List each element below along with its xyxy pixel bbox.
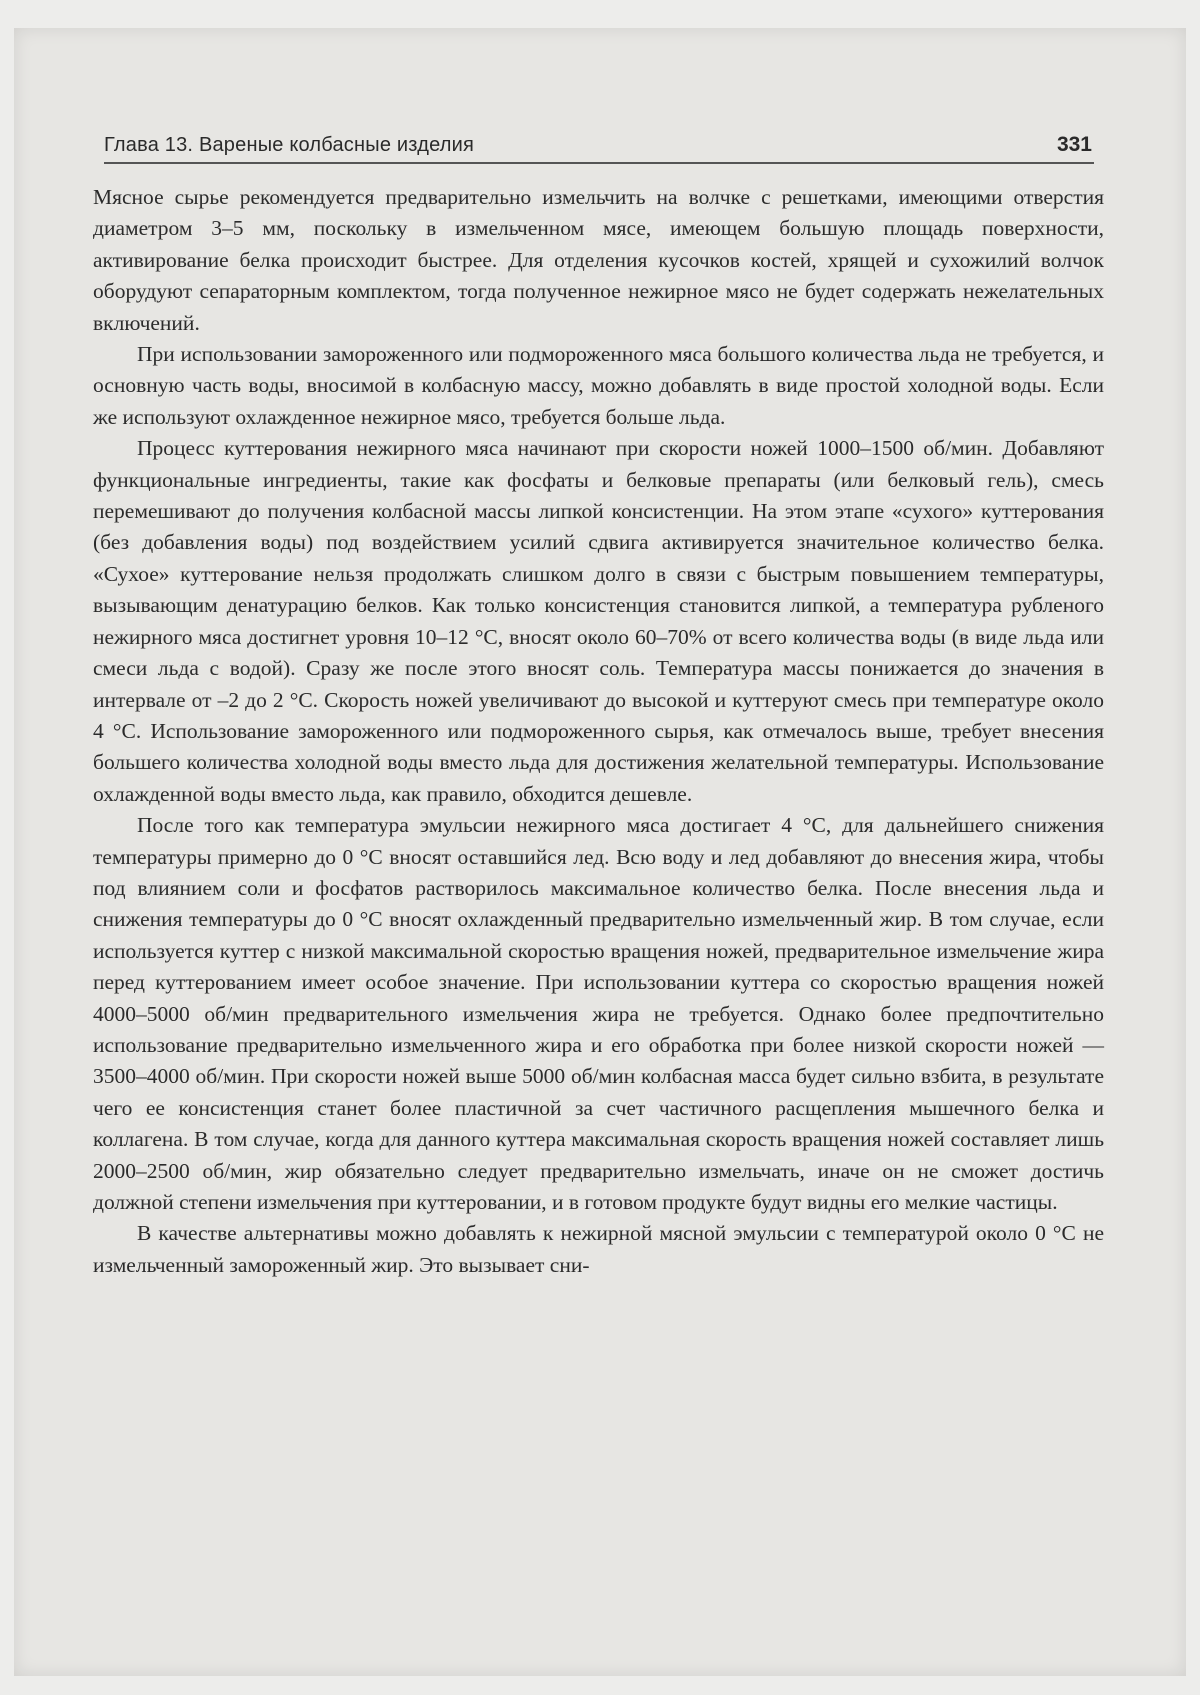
paragraph-5: В качестве альтернативы можно добавлять к нежирной мясной эмульсии с температурой около 0 °С не измельченный замороженный жир. Это вызывает сни- (93, 1221, 1104, 1277)
page-number: 331 (1056, 133, 1092, 156)
body-text (93, 182, 1104, 1281)
running-title: Глава 13. Вареные колбасные изделия (104, 134, 474, 156)
paragraph-2: При использовании замороженного или подмороженного мяса большого количества льда не требуется, и основную часть воды, вносимой в колбасную массу, можно добавлять в виде простой холодной воды. Если же используют охлажденное нежирное мясо, требуется больше льда. (93, 342, 1104, 429)
paragraph-3: Процесс куттерования нежирного мяса начинают при скорости ножей 1000–1500 об/мин. Добавляют функциональные ингредиенты, такие как фосфаты и белковые препараты (или белковый гель), смесь перемешивают до получения колбасной массы липкой консистенции. На этом этапе «сухого» куттерования (без добавления воды) под воздействием усилий сдвига активируется значительное количество белка. «Сухое» куттерование нельзя продолжать слишком долго в связи с быстрым повышением температуры, вызывающим денатурацию белков. Как только консистенция становится липкой, а температура рубленого нежирного мяса достигнет уровня 10–12 °С, вносят около 60–70% от всего количества воды (в виде льда или смеси льда с водой). Сразу же после этого вносят соль. Температура массы понижается до значения в интервале от –2 до 2 °С. Скорость ножей увеличивают до высокой и куттеруют смесь при температуре около 4 °С. Использование замороженного или подмороженного сырья, как отмечалось выше, требует внесения большего количества холодной воды вместо льда для достижения желательной температуры. Использование охлажденной воды вместо льда, как правило, обходится дешевле. (93, 436, 1104, 806)
running-header (104, 122, 1094, 164)
paragraph-4: После того как температура эмульсии нежирного мяса достигает 4 °С, для дальнейшего снижения температуры примерно до 0 °С вносят оставшийся лед. Всю воду и лед добавляют до внесения жира, чтобы под влиянием соли и фосфатов растворилось максимальное количество белка. После внесения льда и снижения температуры до 0 °С вносят охлажденный предварительно измельченный жир. В том случае, если используется куттер с низкой максимальной скоростью вращения ножей, предварительное измельчение жира перед куттерованием имеет особое значение. При использовании куттера со скоростью вращения ножей 4000–5000 об/мин предварительного измельчения жира не требуется. Однако более предпочтительно использование предварительно измельченного жира и его обработка при более низкой скорости ножей — 3500–4000 об/мин. При скорости ножей выше 5000 об/мин колбасная масса будет сильно взбита, в результате чего ее консистенция станет более пластичной за счет частичного расщепления мышечного белка и коллагена. В том случае, когда для данного куттера максимальная скорость вращения ножей составляет лишь 2000–2500 об/мин, жир обязательно следует предварительно измельчать, иначе он не сможет достичь должной степени измельчения при куттеровании, и в готовом продукте будут видны его мелкие частицы. (93, 813, 1104, 1214)
book-page (14, 28, 1186, 1676)
paragraph-1: Мясное сырье рекомендуется предварительно измельчить на волчке с решетками, имеющими отверстия диаметром 3–5 мм, поскольку в измельченном мясе, имеющем большую площадь поверхности, активирование белка происходит быстрее. Для отделения кусочков костей, хрящей и сухожилий волчок оборудуют сепараторным комплектом, тогда полученное нежирное мясо не будет содержать нежелательных включений. (93, 185, 1104, 335)
